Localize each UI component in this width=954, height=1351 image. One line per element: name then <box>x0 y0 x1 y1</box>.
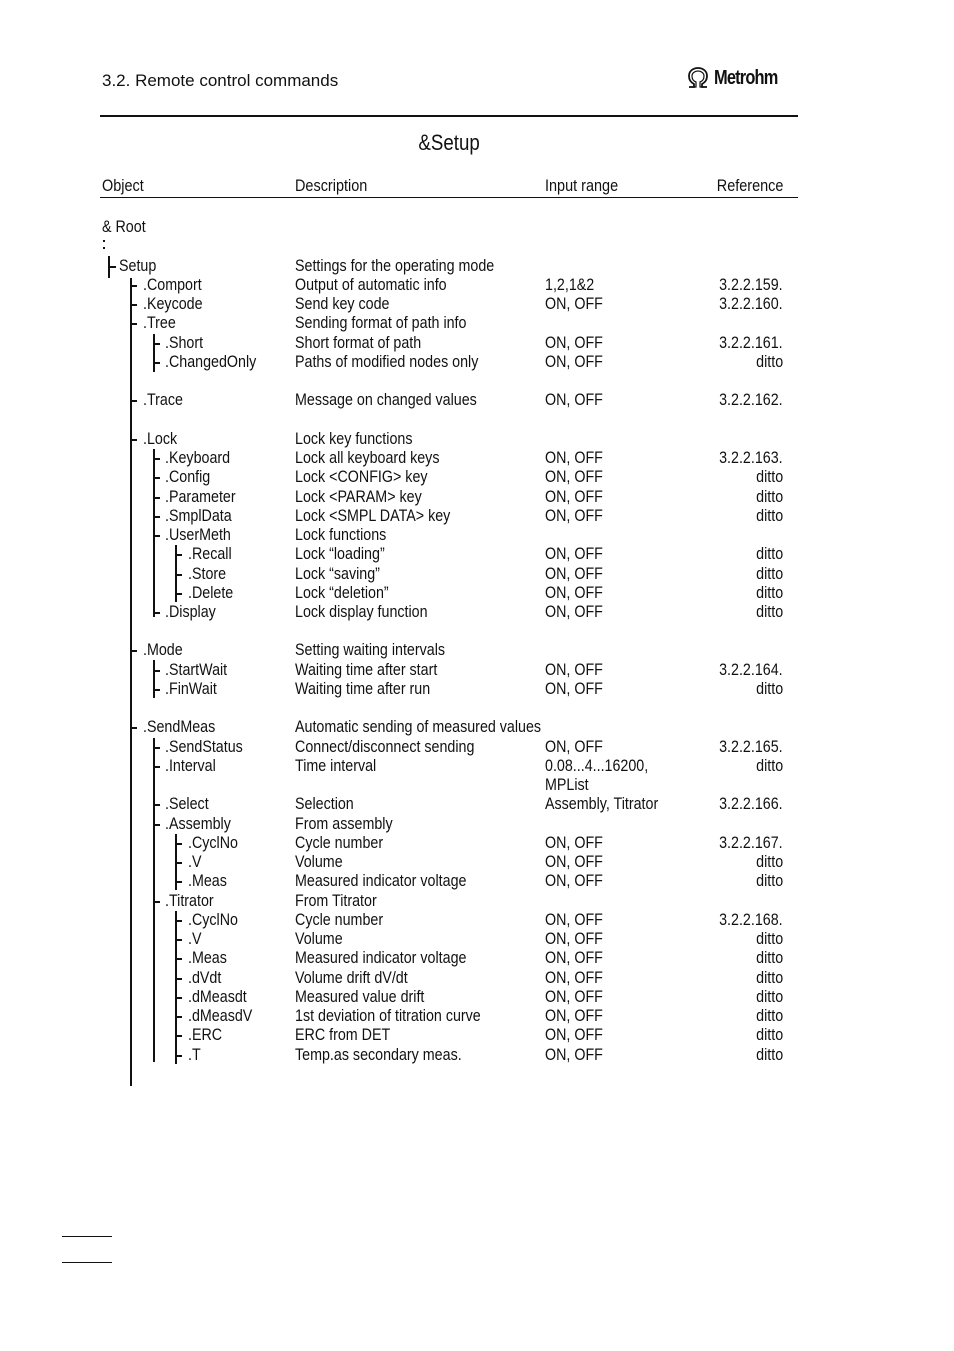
tree-line <box>153 334 155 372</box>
tree-branch <box>175 862 182 864</box>
reference: 3.2.2.164. <box>719 660 783 679</box>
object-name: .Parameter <box>165 487 236 506</box>
reference: ditto <box>756 1045 783 1064</box>
tree-branch <box>153 458 160 460</box>
object-name: .CyclNo <box>188 910 238 929</box>
object-name: .SendStatus <box>165 737 243 756</box>
tree-branch <box>175 997 182 999</box>
object-name: .V <box>188 929 202 948</box>
reference: 3.2.2.159. <box>719 275 783 294</box>
column-header-input-range: Input range <box>545 176 619 195</box>
header-rule <box>100 115 798 117</box>
input-range: 1,2,1&2 <box>545 275 595 294</box>
root-label: & Root <box>102 217 146 236</box>
tree-branch <box>108 266 116 268</box>
footer-rule <box>62 1236 112 1237</box>
object-name: .V <box>188 852 202 871</box>
reference: ditto <box>756 968 783 987</box>
description: Waiting time after run <box>295 679 431 698</box>
description: Selection <box>295 794 354 813</box>
description: Short format of path <box>295 333 422 352</box>
description: From Titrator <box>295 891 377 910</box>
object-name: .Select <box>165 794 209 813</box>
description: Lock display function <box>295 602 428 621</box>
input-range: ON, OFF <box>545 948 603 967</box>
object-name: .Titrator <box>165 891 214 910</box>
input-range: ON, OFF <box>545 564 603 583</box>
description: Lock key functions <box>295 429 413 448</box>
description: Measured indicator voltage <box>295 871 467 890</box>
object-name: .Keycode <box>143 294 203 313</box>
object-name: .Comport <box>143 275 202 294</box>
reference: 3.2.2.161. <box>719 333 783 352</box>
reference: ditto <box>756 929 783 948</box>
tree-branch <box>153 497 160 499</box>
tree-branch <box>153 766 160 768</box>
description: ERC from DET <box>295 1025 391 1044</box>
reference: ditto <box>756 756 783 775</box>
object-name: .Mode <box>143 640 183 659</box>
object-name: .SmplData <box>165 506 232 525</box>
tree-branch <box>175 1016 182 1018</box>
reference: 3.2.2.168. <box>719 910 783 929</box>
brand-logo <box>686 66 791 90</box>
reference: ditto <box>756 352 783 371</box>
input-range: ON, OFF <box>545 544 603 563</box>
reference: ditto <box>756 679 783 698</box>
reference: ditto <box>756 1006 783 1025</box>
description: 1st deviation of titration curve <box>295 1006 481 1025</box>
description: Lock <SMPL DATA> key <box>295 506 451 525</box>
object-name: .Short <box>165 333 204 352</box>
reference: ditto <box>756 948 783 967</box>
object-name: .FinWait <box>165 679 217 698</box>
tree-branch <box>175 920 182 922</box>
tree-branch <box>153 477 160 479</box>
input-range: MPList <box>545 775 589 794</box>
input-range: ON, OFF <box>545 968 603 987</box>
tree-line <box>153 449 155 617</box>
object-name: .dVdt <box>188 968 222 987</box>
description: Volume <box>295 929 343 948</box>
tree-branch <box>153 804 160 806</box>
object-name: .StartWait <box>165 660 228 679</box>
reference: ditto <box>756 852 783 871</box>
tree-branch <box>130 304 137 306</box>
object-name: .Config <box>165 467 211 486</box>
reference: ditto <box>756 506 783 525</box>
tree-branch <box>153 747 160 749</box>
tree-branch <box>153 343 160 345</box>
section-heading: 3.2. Remote control commands <box>102 71 339 90</box>
tree-branch <box>175 554 182 556</box>
tree-branch <box>175 1035 182 1037</box>
input-range: ON, OFF <box>545 390 603 409</box>
reference: ditto <box>756 564 783 583</box>
reference: ditto <box>756 487 783 506</box>
reference: ditto <box>756 467 783 486</box>
tree-branch <box>130 439 137 441</box>
description: Volume drift dV/dt <box>295 968 408 987</box>
description: Automatic sending of measured values <box>295 717 542 736</box>
object-name: .Meas <box>188 948 227 967</box>
input-range: ON, OFF <box>545 871 603 890</box>
description: Setting waiting intervals <box>295 640 446 659</box>
footer-rule <box>62 1262 112 1263</box>
description: Lock “loading” <box>295 544 385 563</box>
tree-branch <box>153 516 160 518</box>
tree-branch <box>153 362 160 364</box>
description: Lock <CONFIG> key <box>295 467 428 486</box>
reference: 3.2.2.162. <box>719 390 783 409</box>
description: Send key code <box>295 294 390 313</box>
reference: ditto <box>756 1025 783 1044</box>
tree-line <box>153 660 155 698</box>
description: Waiting time after start <box>295 660 438 679</box>
input-range: ON, OFF <box>545 833 603 852</box>
input-range: ON, OFF <box>545 602 603 621</box>
description: Lock all keyboard keys <box>295 448 440 467</box>
tree-branch <box>175 843 182 845</box>
object-name: .ERC <box>188 1025 223 1044</box>
input-range: ON, OFF <box>545 660 603 679</box>
object-name: .Assembly <box>165 814 231 833</box>
tree-branch <box>153 612 160 614</box>
description: Settings for the operating mode <box>295 256 495 275</box>
reference: ditto <box>756 987 783 1006</box>
tree-branch <box>175 881 182 883</box>
brand-name: Metrohm <box>714 66 778 89</box>
object-name: .Lock <box>143 429 178 448</box>
omega-logo-icon <box>686 67 710 89</box>
reference: 3.2.2.163. <box>719 448 783 467</box>
object-name: .dMeasdV <box>188 1006 253 1025</box>
page-title <box>0 130 898 156</box>
input-range: ON, OFF <box>545 987 603 1006</box>
description: Sending format of path info <box>295 313 467 332</box>
reference: ditto <box>756 602 783 621</box>
description: Volume <box>295 852 343 871</box>
tree-branch <box>153 670 160 672</box>
object-name: Setup <box>119 256 157 275</box>
reference: 3.2.2.167. <box>719 833 783 852</box>
object-name: .Recall <box>188 544 232 563</box>
input-range: ON, OFF <box>545 1006 603 1025</box>
tree-branch <box>175 1055 182 1057</box>
tree-branch <box>175 574 182 576</box>
page-title-text: &Setup <box>418 130 480 155</box>
input-range: ON, OFF <box>545 487 603 506</box>
input-range: ON, OFF <box>545 352 603 371</box>
input-range: ON, OFF <box>545 333 603 352</box>
tree-branch <box>153 535 160 537</box>
description: Measured value drift <box>295 987 425 1006</box>
description: Connect/disconnect sending <box>295 737 475 756</box>
input-range: 0.08...4...16200, <box>545 756 649 775</box>
object-name: .ChangedOnly <box>165 352 257 371</box>
object-name: .Trace <box>143 390 183 409</box>
input-range: ON, OFF <box>545 737 603 756</box>
description: Paths of modified nodes only <box>295 352 479 371</box>
reference: ditto <box>756 871 783 890</box>
tree-branch <box>130 400 137 402</box>
description: Output of automatic info <box>295 275 447 294</box>
tree-branch <box>130 727 137 729</box>
reference: ditto <box>756 544 783 563</box>
reference: 3.2.2.165. <box>719 737 783 756</box>
input-range: ON, OFF <box>545 910 603 929</box>
tree-branch <box>130 285 137 287</box>
description: Cycle number <box>295 833 384 852</box>
input-range: ON, OFF <box>545 1025 603 1044</box>
tree-branch <box>153 689 160 691</box>
description: Cycle number <box>295 910 384 929</box>
input-range: ON, OFF <box>545 583 603 602</box>
object-name: .Interval <box>165 756 216 775</box>
description: Lock <PARAM> key <box>295 487 422 506</box>
object-name: .Meas <box>188 871 227 890</box>
description: Lock “saving” <box>295 564 380 583</box>
object-name: .CyclNo <box>188 833 238 852</box>
object-name: .Store <box>188 564 227 583</box>
input-range: ON, OFF <box>545 929 603 948</box>
tree-line <box>175 911 177 1064</box>
object-name: .Display <box>165 602 216 621</box>
column-header-rule <box>100 197 798 198</box>
ellipsis-dot <box>103 247 105 249</box>
description: Message on changed values <box>295 390 477 409</box>
tree-line <box>153 738 155 1062</box>
column-header-description: Description <box>295 176 368 195</box>
input-range: Assembly, Titrator <box>545 794 659 813</box>
tree-branch <box>175 939 182 941</box>
object-name: .Delete <box>188 583 234 602</box>
description: Temp.as secondary meas. <box>295 1045 462 1064</box>
object-name: .SendMeas <box>143 717 216 736</box>
object-name: .dMeasdt <box>188 987 247 1006</box>
tree-branch <box>153 824 160 826</box>
object-name: .Tree <box>143 313 176 332</box>
description: Lock functions <box>295 525 387 544</box>
reference: 3.2.2.160. <box>719 294 783 313</box>
input-range: ON, OFF <box>545 1045 603 1064</box>
description: Lock “deletion” <box>295 583 389 602</box>
input-range: ON, OFF <box>545 679 603 698</box>
object-name: .Keyboard <box>165 448 231 467</box>
tree-branch <box>175 978 182 980</box>
description: Measured indicator voltage <box>295 948 467 967</box>
description: From assembly <box>295 814 393 833</box>
tree-branch <box>175 958 182 960</box>
input-range: ON, OFF <box>545 448 603 467</box>
description: Time interval <box>295 756 377 775</box>
object-name: .UserMeth <box>165 525 231 544</box>
ellipsis-dot <box>103 240 105 242</box>
tree-branch <box>175 593 182 595</box>
object-name: .T <box>188 1045 201 1064</box>
input-range: ON, OFF <box>545 852 603 871</box>
column-header-object: Object <box>102 176 144 195</box>
tree-branch <box>153 901 160 903</box>
tree-branch <box>130 650 137 652</box>
input-range: ON, OFF <box>545 294 603 313</box>
reference: 3.2.2.166. <box>719 794 783 813</box>
tree-branch <box>130 323 137 325</box>
column-header-reference: Reference <box>716 176 783 195</box>
reference: ditto <box>756 583 783 602</box>
input-range: ON, OFF <box>545 467 603 486</box>
input-range: ON, OFF <box>545 506 603 525</box>
